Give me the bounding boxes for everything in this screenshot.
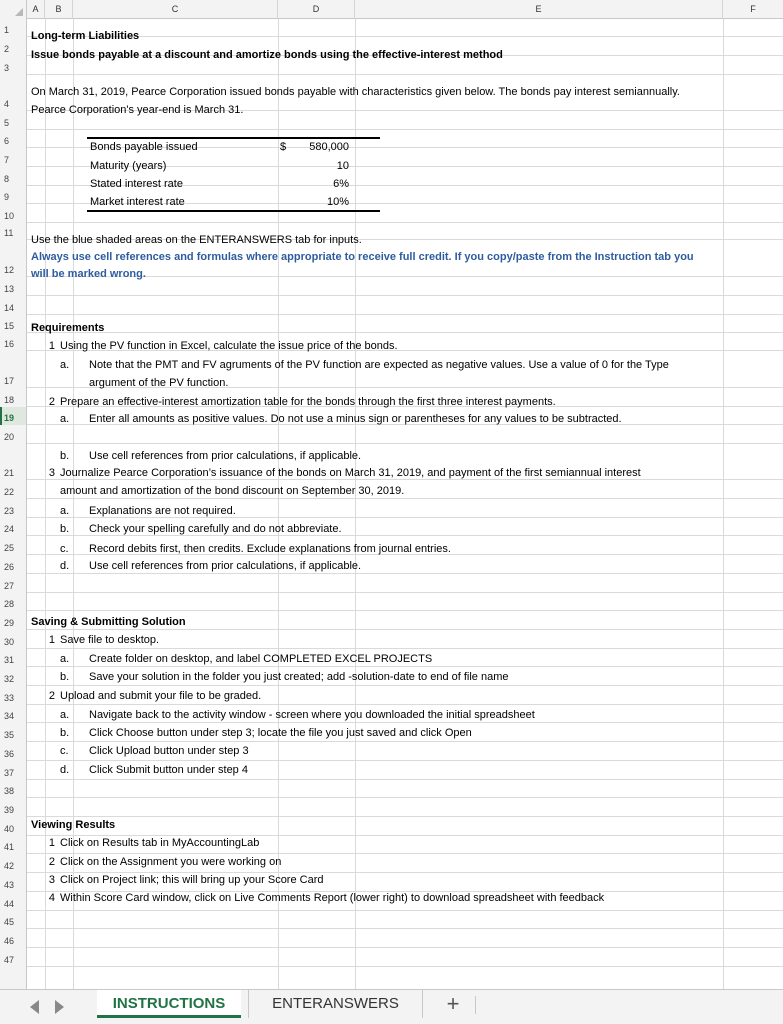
row-header-column	[0, 19, 27, 989]
input-label: Market interest rate	[90, 196, 185, 208]
row-header[interactable]: 6	[4, 136, 10, 146]
row-header[interactable]: 22	[4, 487, 15, 497]
requirement-text: Journalize Pearce Corporation’s issuance of the bonds on March 31, 2019, and payment of the first semiannual interest	[60, 467, 641, 479]
gridline	[27, 443, 783, 444]
row-header[interactable]: 5	[4, 118, 10, 128]
row-header[interactable]: 14	[4, 303, 15, 313]
tab-separator	[475, 996, 476, 1014]
warning-line-1: Always use cell references and formulas where appropriate to receive full credit. If you copy/paste from the Instruction tab you	[31, 251, 694, 263]
gridline	[27, 685, 783, 686]
gridline	[27, 610, 783, 611]
sheet-tab-bar	[0, 989, 783, 1024]
requirement-text: Record debits first, then credits. Exclude explanations from journal entries.	[89, 543, 451, 555]
instruction-text: Click Choose button under step 3; locate the file you just saved and click Open	[89, 727, 472, 739]
row-header[interactable]: 2	[4, 44, 10, 54]
tab-enteranswers[interactable]: ENTERANSWERS	[248, 990, 423, 1018]
substep-letter: b.	[60, 671, 70, 683]
gridline	[27, 295, 783, 296]
column-header-f[interactable]: F	[750, 4, 756, 14]
triangle-right-icon[interactable]	[55, 1000, 64, 1014]
instruction-text: Within Score Card window, click on Live Comments Report (lower right) to download spreadsheet with feedback	[60, 892, 605, 904]
gridline	[27, 760, 783, 761]
row-header[interactable]: 45	[4, 917, 15, 927]
triangle-left-icon[interactable]	[30, 1000, 39, 1014]
substep-letter: a.	[60, 505, 70, 517]
row-header[interactable]: 33	[4, 693, 15, 703]
substep-letter: a.	[60, 653, 70, 665]
input-label: Bonds payable issued	[90, 141, 198, 153]
gridline	[355, 19, 356, 989]
currency-symbol: $	[280, 141, 287, 153]
row-header[interactable]: 43	[4, 880, 15, 890]
substep-letter: b.	[60, 523, 70, 535]
requirement-text: Enter all amounts as positive values. Do not use a minus sign or parentheses for any values to be subtracted.	[89, 413, 622, 425]
row-header[interactable]: 27	[4, 581, 15, 591]
gridline	[27, 947, 783, 948]
column-header-c[interactable]: C	[73, 0, 278, 19]
gridline	[27, 910, 783, 911]
row-header[interactable]: 34	[4, 711, 15, 721]
column-header-e[interactable]: E	[355, 0, 723, 19]
row-header[interactable]: 18	[4, 395, 15, 405]
row-header[interactable]: 11	[4, 228, 14, 238]
row-header[interactable]: 16	[4, 339, 15, 349]
row-header[interactable]: 39	[4, 805, 15, 815]
step-number: 2	[48, 690, 55, 702]
gridline	[27, 853, 783, 854]
row-header[interactable]: 40	[4, 824, 15, 834]
row-header[interactable]: 47	[4, 955, 15, 965]
requirement-text: Use cell references from prior calculations, if applicable.	[89, 450, 362, 462]
add-sheet-button[interactable]: +	[446, 991, 460, 1016]
gridline	[27, 779, 783, 780]
requirement-text: amount and amortization of the bond discount on September 30, 2019.	[60, 485, 405, 497]
requirement-text: Prepare an effective-interest amortization table for the bonds through the first three interest payments.	[60, 396, 556, 408]
row-header[interactable]: 31	[4, 655, 15, 665]
instruction-text: Click on the Assignment you were working on	[60, 856, 282, 868]
gridline	[27, 797, 783, 798]
row-header[interactable]: 21	[4, 468, 15, 478]
gridline	[27, 722, 783, 723]
viewing-heading: Viewing Results	[31, 819, 116, 831]
row-header[interactable]: 36	[4, 749, 15, 759]
input-value-maturity[interactable]: 10	[336, 160, 349, 172]
gridline	[723, 19, 724, 989]
gridline	[27, 648, 783, 649]
gridline	[27, 928, 783, 929]
substep-letter: a.	[60, 709, 70, 721]
row-header[interactable]: 8	[4, 174, 10, 184]
step-number: 2	[48, 856, 55, 868]
instruction-text: Create folder on desktop, and label COMPLETED EXCEL PROJECTS	[89, 653, 433, 665]
gridline	[27, 666, 783, 667]
row-header[interactable]: 9	[4, 192, 10, 202]
row-header[interactable]: 13	[4, 284, 15, 294]
row-header[interactable]: 24	[4, 524, 15, 534]
row-header[interactable]: 26	[4, 562, 15, 572]
requirement-text: Use cell references from prior calculations, if applicable.	[89, 560, 362, 572]
gridline	[27, 573, 783, 574]
row-header[interactable]: 41	[4, 842, 15, 852]
sheet-subtitle: Issue bonds payable at a discount and amortize bonds using the effective-interest method	[31, 49, 503, 61]
row-header[interactable]: 32	[4, 674, 15, 684]
gridline	[27, 222, 783, 223]
input-label: Stated interest rate	[90, 178, 183, 190]
instruction-text: Navigate back to the activity window - screen where you downloaded the initial spreadsheet	[89, 709, 535, 721]
row-header[interactable]: 44	[4, 899, 15, 909]
substep-letter: a.	[60, 413, 70, 425]
gridline	[27, 741, 783, 742]
gridline	[27, 74, 783, 75]
row-header[interactable]: 29	[4, 618, 15, 628]
column-header-d[interactable]: D	[278, 0, 355, 19]
gridline	[27, 816, 783, 817]
step-number: 3	[48, 467, 55, 479]
requirement-text: Using the PV function in Excel, calculate the issue price of the bonds.	[60, 340, 398, 352]
instruction-text: Save your solution in the folder you just created; add -solution-date to end of file name	[89, 671, 509, 683]
input-label: Maturity (years)	[90, 160, 167, 172]
substep-letter: d.	[60, 560, 70, 572]
gridline	[27, 498, 783, 499]
instruction-text: Click on Results tab in MyAccountingLab	[60, 837, 260, 849]
gridline	[27, 704, 783, 705]
requirement-text: Note that the PMT and FV agruments of the PV function are expected as negative values. Use a value of 0 for the Type	[89, 359, 669, 371]
column-header-a[interactable]: A	[27, 0, 45, 19]
row-header[interactable]: 23	[4, 506, 15, 516]
warning-line-2: will be marked wrong.	[31, 268, 146, 280]
row-header[interactable]: 7	[4, 155, 10, 165]
instruction-text: Save file to desktop.	[60, 634, 160, 646]
instruction-text: Click Submit button under step 4	[89, 764, 248, 776]
requirements-heading: Requirements	[31, 322, 105, 334]
requirement-text: Explanations are not required.	[89, 505, 236, 517]
step-number: 4	[48, 892, 55, 904]
saving-heading: Saving & Submitting Solution	[31, 616, 186, 628]
row-header[interactable]: 3	[4, 63, 10, 73]
row-header[interactable]: 15	[4, 321, 15, 331]
note-blue-areas: Use the blue shaded areas on the ENTERANSWERS tab for inputs.	[31, 234, 362, 246]
row-header[interactable]: 42	[4, 861, 15, 871]
row-header[interactable]: 1	[4, 25, 10, 35]
sheet-title: Long-term Liabilities	[31, 30, 140, 42]
substep-letter: c.	[60, 543, 69, 555]
row-header[interactable]: 30	[4, 637, 15, 647]
table-bottom-border	[87, 210, 380, 212]
row-header[interactable]: 17	[4, 376, 15, 386]
select-all-icon[interactable]	[0, 0, 27, 19]
step-number: 1	[48, 837, 55, 849]
instruction-text: Click Upload button under step 3	[89, 745, 249, 757]
requirement-text: argument of the PV function.	[89, 377, 229, 389]
substep-letter: a.	[60, 359, 70, 371]
step-number: 1	[48, 340, 55, 352]
input-value-bonds[interactable]: 580,000	[309, 141, 349, 153]
gridline	[27, 592, 783, 593]
step-number: 1	[48, 634, 55, 646]
row-header[interactable]: 4	[4, 99, 10, 109]
gridline	[27, 332, 783, 333]
row-header[interactable]: 28	[4, 599, 15, 609]
intro-line-2: Pearce Corporation's year-end is March 31.	[31, 104, 244, 116]
table-top-border	[87, 137, 380, 139]
gridline	[27, 629, 783, 630]
row-header[interactable]: 38	[4, 786, 15, 796]
column-header-b[interactable]: B	[45, 0, 73, 19]
step-number: 3	[48, 874, 55, 886]
gridline	[27, 129, 783, 130]
requirement-text: Check your spelling carefully and do not abbreviate.	[89, 523, 342, 535]
row-header[interactable]: 12	[4, 265, 15, 275]
row-header[interactable]: 10	[4, 211, 15, 221]
intro-line-1: On March 31, 2019, Pearce Corporation issued bonds payable with characteristics given below. The bonds pay interest semiannually.	[31, 86, 680, 98]
substep-letter: c.	[60, 745, 69, 757]
gridline	[27, 966, 783, 967]
substep-letter: b.	[60, 450, 70, 462]
row-header[interactable]: 19	[0, 407, 27, 425]
gridline	[27, 36, 783, 37]
tab-instructions[interactable]: INSTRUCTIONS	[97, 990, 241, 1018]
row-header[interactable]: 35	[4, 730, 15, 740]
row-header[interactable]: 25	[4, 543, 15, 553]
row-header[interactable]: 20	[4, 432, 15, 442]
step-number: 2	[48, 396, 55, 408]
row-header[interactable]: 37	[4, 768, 15, 778]
input-value-stated-rate[interactable]: 6%	[333, 178, 349, 190]
worksheet-grid[interactable]	[27, 19, 783, 989]
row-header[interactable]: 46	[4, 936, 15, 946]
input-value-market-rate[interactable]: 10%	[326, 196, 349, 208]
instruction-text: Click on Project link; this will bring up your Score Card	[60, 874, 324, 886]
substep-letter: b.	[60, 727, 70, 739]
substep-letter: d.	[60, 764, 70, 776]
gridline	[278, 19, 279, 989]
gridline	[27, 314, 783, 315]
column-header-bar	[0, 0, 783, 19]
instruction-text: Upload and submit your file to be graded.	[60, 690, 262, 702]
